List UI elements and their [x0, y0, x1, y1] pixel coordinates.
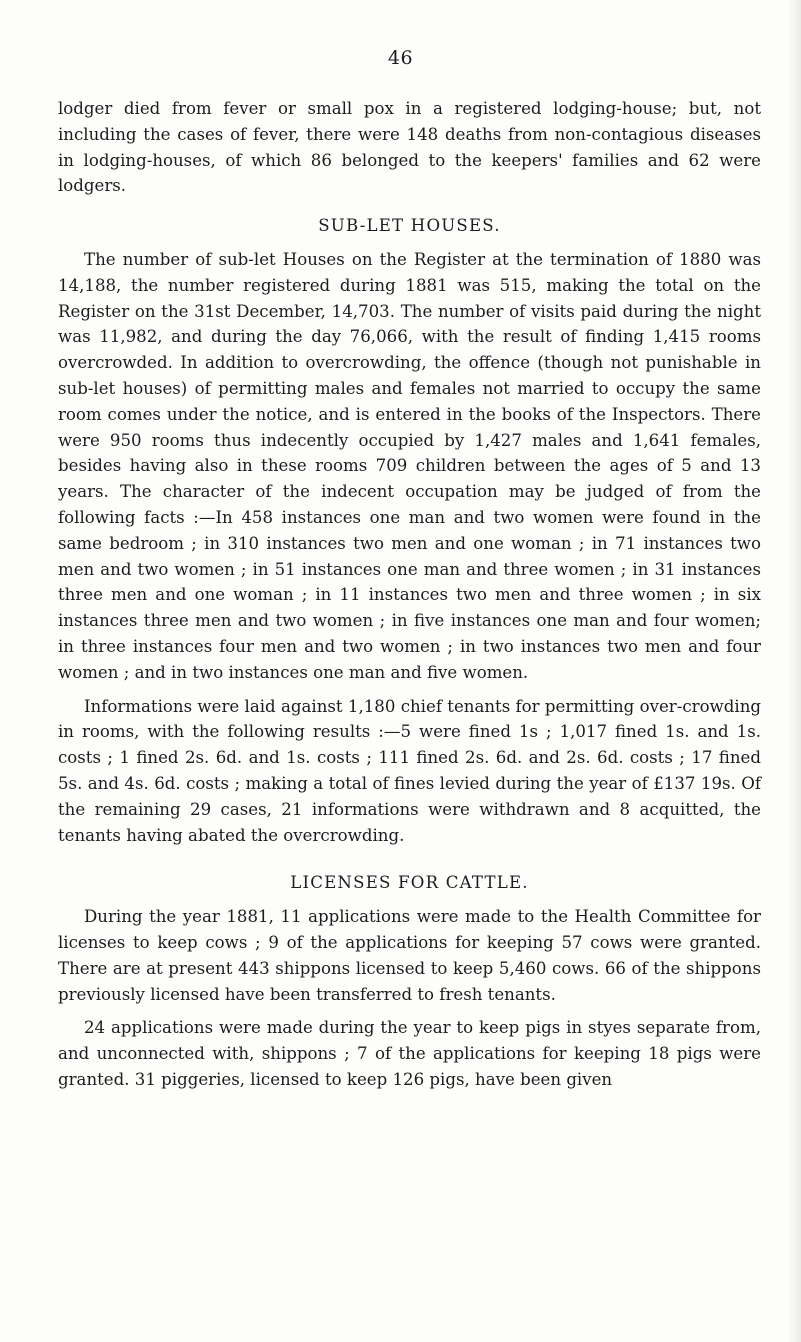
paragraph-informations: Informations were laid against 1,180 chief tenants for permitting over-crowding in rooms, with the following results :—5 were fined 1s ; 1,017 fined 1s. and 1s. costs ; 1 fined 2s. 6d. and 1s. costs ; 111 fined 2s. 6d. and 2s. 6d. costs ; 17 fined 5s. and 4s. 6d. costs ; making a total of fines levied during the year of £137 19s. Of the remaining 29 cases, 21 informations were withdrawn and 8 acquitted, the tenants having abated the overcrowding. — [58, 696, 761, 845]
heading-sub-let-houses: SUB-LET HOUSES. — [318, 216, 501, 236]
paragraph-sub-let-register: The number of sub-let Houses on the Register at the termination of 1880 was 14,188, the number registered during 1881 was 515, making the total on the Register on the 31st December, 14,703. The number of visits paid during the night was 11,982, and during the day 76,066, with the result of finding 1,415 rooms overcrowded. In addition to overcrowding, the offence (though not punishable in sub-let houses) of permitting males and females not married to occupy the same room comes under the notice, and is entered in the books of the Inspectors. There were 950 rooms thus indecently occupied by 1,427 males and 1,641 females, besides having also in these rooms 709 children between the ages of 5 and 13 years. The character of the indecent occupation may be judged of from the following facts :—In 458 instances one man and two women were found in the same bedroom ; in 310 instances two men and one woman ; in 71 instances two men and two women ; in 51 instances one man and three women ; in 31 instances three men and one woman ; in 11 instances two men and three women ; in six instances three men and two women ; in five instances one man and four women; in three instances four men and two women ; in two instances two men and four women ; and in two instances one man and five women. — [58, 249, 761, 682]
heading-licenses-for-cattle: LICENSES FOR CATTLE. — [290, 873, 529, 893]
page-edge-shadow — [787, 0, 801, 1342]
paragraph-cow-licenses: During the year 1881, 11 applications were made to the Health Committee for licenses to keep cows ; 9 of the applications for keeping 57 cows were granted. There are at present 443 shippons licensed to keep 5,460 cows. 66 of the shippons previously licensed have been transferred to fresh tenants. — [58, 907, 761, 1004]
paragraph-pig-licenses: 24 applications were made during the year to keep pigs in styes separate from, and unconnected with, shippons ; 7 of the applications for keeping 18 pigs were granted. 31 piggeries, licensed to keep 126 pigs, have been given — [58, 1018, 761, 1089]
paragraph-continuation: lodger died from fever or small pox in a registered lodging-house; but, not including the cases of fever, there were 148 deaths from non-contagious diseases in lodging-houses, of which 86 belonged to the keepers' families and 62 were lodgers. — [58, 99, 761, 196]
page-number: 46 — [387, 47, 414, 69]
body-text — [58, 96, 761, 1093]
